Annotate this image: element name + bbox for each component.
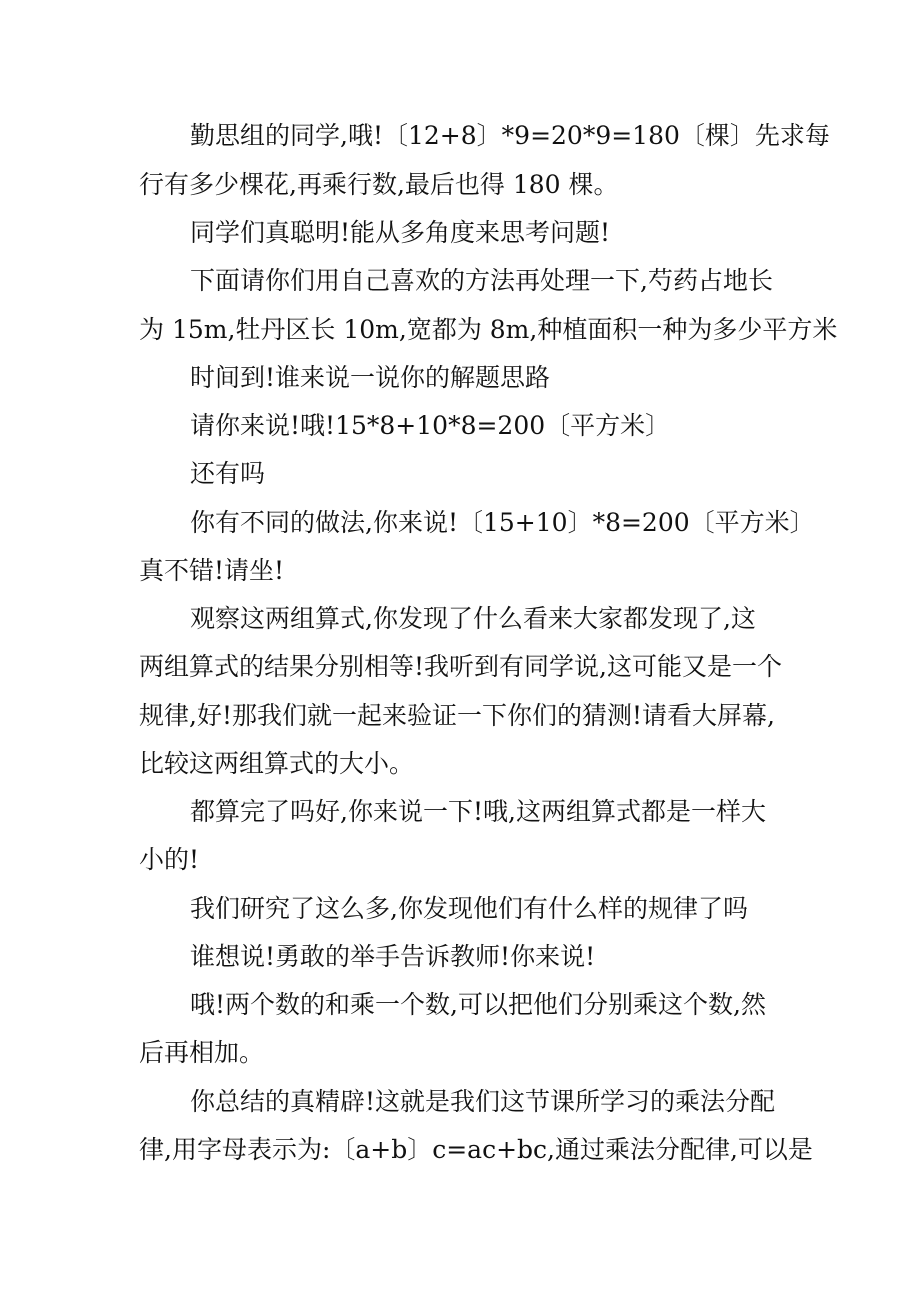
text-line: 小的! (139, 845, 200, 874)
text-line: 同学们真聪明!能从多角度来思考问题! (190, 218, 611, 247)
text-line: 真不错!请坐! (139, 556, 285, 585)
text-line: 我们研究了这么多,你发现他们有什么样的规律了吗 (190, 894, 748, 923)
text-line: 还有吗 (190, 459, 266, 488)
text-line: 规律,好!那我们就一起来验证一下你们的猜测!请看大屏幕, (139, 701, 775, 730)
text-line: 勤思组的同学,哦!〔12+8〕*9=20*9=180〔棵〕先求每 (190, 121, 830, 150)
text-line: 哦!两个数的和乘一个数,可以把他们分别乘这个数,然 (190, 990, 766, 1019)
text-line: 你有不同的做法,你来说!〔15+10〕*8=200〔平方米〕 (190, 508, 815, 537)
text-line: 请你来说!哦!15*8+10*8=200〔平方米〕 (190, 411, 671, 440)
text-line: 律,用字母表示为:〔a+b〕c=ac+bc,通过乘法分配律,可以是 (139, 1135, 813, 1164)
text-line: 后再相加。 (139, 1038, 265, 1067)
text-line: 你总结的真精辟!这就是我们这节课所学习的乘法分配 (190, 1087, 776, 1116)
text-line: 下面请你们用自己喜欢的方法再处理一下,芍药占地长 (190, 266, 773, 295)
text-line: 时间到!谁来说一说你的解题思路 (190, 363, 551, 392)
text-line: 行有多少棵花,再乘行数,最后也得 180 棵。 (139, 170, 619, 199)
text-line: 观察这两组算式,你发现了什么看来大家都发现了,这 (190, 604, 756, 633)
text-line: 为 15m,牡丹区长 10m,宽都为 8m,种植面积一种为多少平方米 (139, 315, 838, 344)
text-line: 两组算式的结果分别相等!我听到有同学说,这可能又是一个 (139, 652, 782, 681)
text-line: 比较这两组算式的大小。 (139, 749, 415, 778)
text-line: 谁想说!勇敢的举手告诉教师!你来说! (190, 942, 596, 971)
text-line: 都算完了吗好,你来说一下!哦,这两组算式都是一样大 (190, 797, 766, 826)
